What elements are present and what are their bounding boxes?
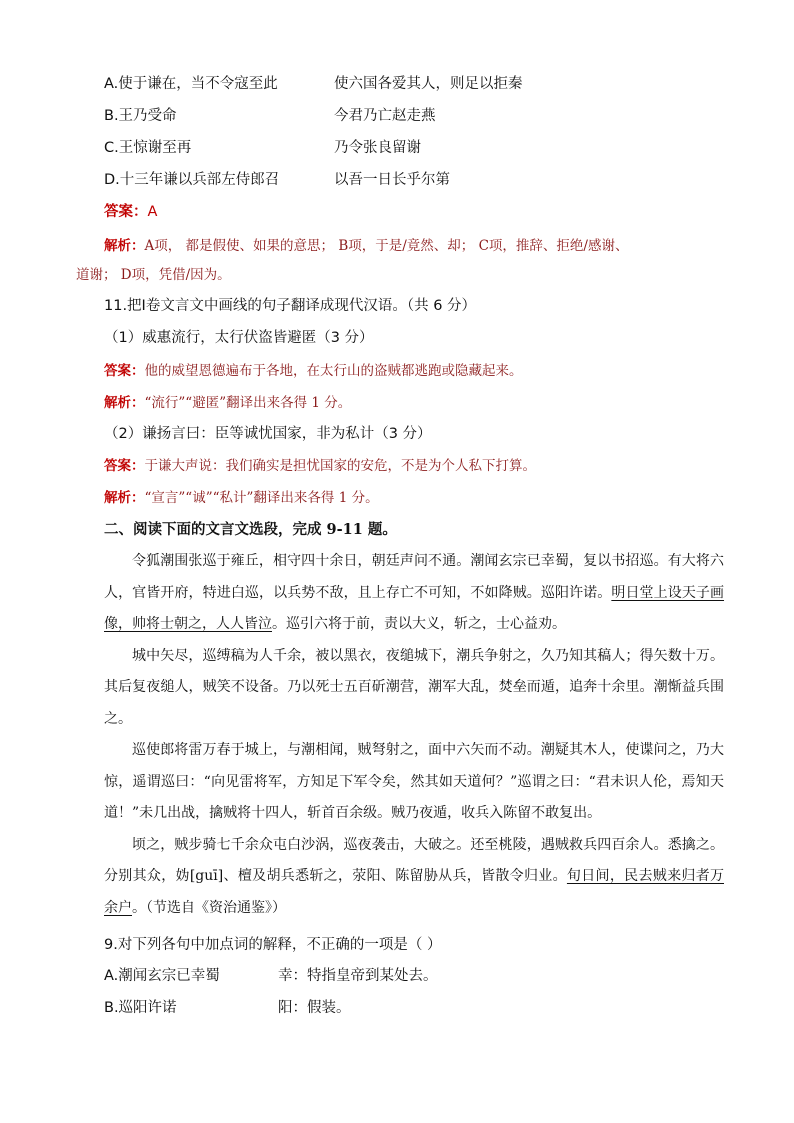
q9-option-a-right: 幸：特指皇帝到某处去。 (278, 968, 438, 984)
q11-analysis-1-text: “流行”“避匿”翻译出来各得 1 分。 (144, 395, 352, 411)
passage-paragraph-1 (104, 546, 724, 641)
passage-p4-text: 顷之，贼步骑七千余众屯白沙涡，巡夜袭击，大破之。还至桃陵，遇贼救兵四百余人。悉擒之。分别其众，妫[guī]、檀及胡兵悉斩之，荥阳、陈留胁从兵，皆散令归业。 (104, 836, 724, 884)
option-a-left: A.使于谦在，当不令寇至此 (104, 76, 278, 92)
q11-analysis-1-label: 解析： (104, 395, 145, 411)
question-9-title: 9.对下列各句中加点词的解释，不正确的一项是（ ） (104, 937, 442, 953)
q11-answer-1 (104, 361, 523, 381)
passage (104, 546, 724, 924)
q11-analysis-2-text: “宣言”“诚”“私计”翻译出来各得 1 分。 (144, 490, 379, 506)
option-b-right: 今君乃亡赵走燕 (334, 108, 436, 124)
option-d-left: D.十三年谦以兵部左侍郎召 (104, 172, 280, 188)
passage-p1-underlined: 明日堂上设天子画像，帅将士朝之，人人皆泣 (104, 584, 725, 632)
passage-paragraph-2: 城中矢尽，巡缚稿为人千余，被以黑衣，夜缒城下，潮兵争射之，久乃知其稿人；得矢数十万。其后复夜缒人，贼笑不设备。乃以死士五百斫潮营，潮军大乱，焚垒而遁，追奔十余里。潮惭益兵围之。 (104, 647, 724, 727)
q11-answer-2-label: 答案： (104, 458, 145, 474)
answer-label: 答案： (104, 204, 148, 220)
section-2-heading: 二、阅读下面的文言文选段，完成 9-11 题。 (104, 521, 397, 538)
q11-answer-1-label: 答案： (104, 363, 145, 379)
q9-option-b-left: B.巡阳许诺 (104, 1000, 177, 1016)
question-11-title: 11.把Ⅰ卷文言文中画线的句子翻译成现代汉语。（共 6 分） (104, 298, 477, 314)
passage-p1-tail: 。巡引六将于前，责以大义，斩之，士心益劝。 (272, 616, 566, 632)
q11-answer-2-text: 于谦大声说：我们确实是担忧国家的安危，不是为个人私下打算。 (144, 458, 536, 474)
q9-option-b-right: 阳：假装。 (278, 1000, 351, 1016)
q11-answer-1-text: 他的威望恩德遍布于各地，在太行山的盗贼都逃跑或隐藏起来。 (144, 363, 523, 379)
q9-option-a-left: A.潮闻玄宗已幸蜀 (104, 968, 220, 984)
option-d-right: 以吾一日长乎尔第 (334, 172, 450, 188)
analysis-text-2: 道谢； D项，凭借/因为。 (76, 267, 231, 283)
passage-paragraph-4 (104, 830, 724, 925)
passage-p4-tail: 。（节选自《资治通鉴》） (132, 899, 286, 916)
passage-p1-text: 令狐潮围张巡于雍丘，相守四十余日，朝廷声问不通。潮闻玄宗已幸蜀，复以书招巡。有大将六人，官皆开府，特进白巡，以兵势不敌，且上存亡不可知，不如降贼。巡阳许诺。 (104, 553, 724, 601)
analysis-label: 解析： (104, 238, 145, 254)
q11-analysis-2 (104, 488, 379, 508)
question-11-sub1: （1）威惠流行，太行伏盗皆避匿（3 分） (104, 330, 374, 346)
option-a-right: 使六国各爱其人，则足以拒秦 (334, 76, 523, 92)
analysis-line-1 (104, 236, 628, 256)
passage-p4-underlined: 旬日间，民去贼来归者万余户 (104, 868, 724, 916)
option-c-left: C.王惊谢至再 (104, 140, 192, 156)
q11-analysis-2-label: 解析： (104, 490, 145, 506)
q11-analysis-1 (104, 393, 351, 413)
answer-value: A (147, 204, 158, 220)
answer-line (104, 202, 157, 222)
analysis-text-1: A项， 都是假使、如果的意思； B项，于是/竟然、却； C项，推辞、拒绝/感谢、 (144, 238, 629, 254)
option-c-right: 乃令张良留谢 (334, 140, 421, 156)
q11-answer-2 (104, 456, 536, 476)
option-b-left: B.王乃受命 (104, 108, 177, 124)
question-11-sub2: （2）谦扬言曰：臣等诚忧国家，非为私计（3 分） (104, 426, 432, 442)
passage-paragraph-3: 巡使郎将雷万春于城上，与潮相闻，贼弩射之，面中六矢而不动。潮疑其木人，使谍问之，乃大惊，遥谓巡曰：“向见雷将军，方知足下军令矣，然其如天道何？”巡谓之曰：“君未识人伦，焉知天道！”未几出战，擒贼将十四人，斩首百余级。贼乃夜遁，收兵入陈留不敢复出。 (104, 742, 724, 821)
